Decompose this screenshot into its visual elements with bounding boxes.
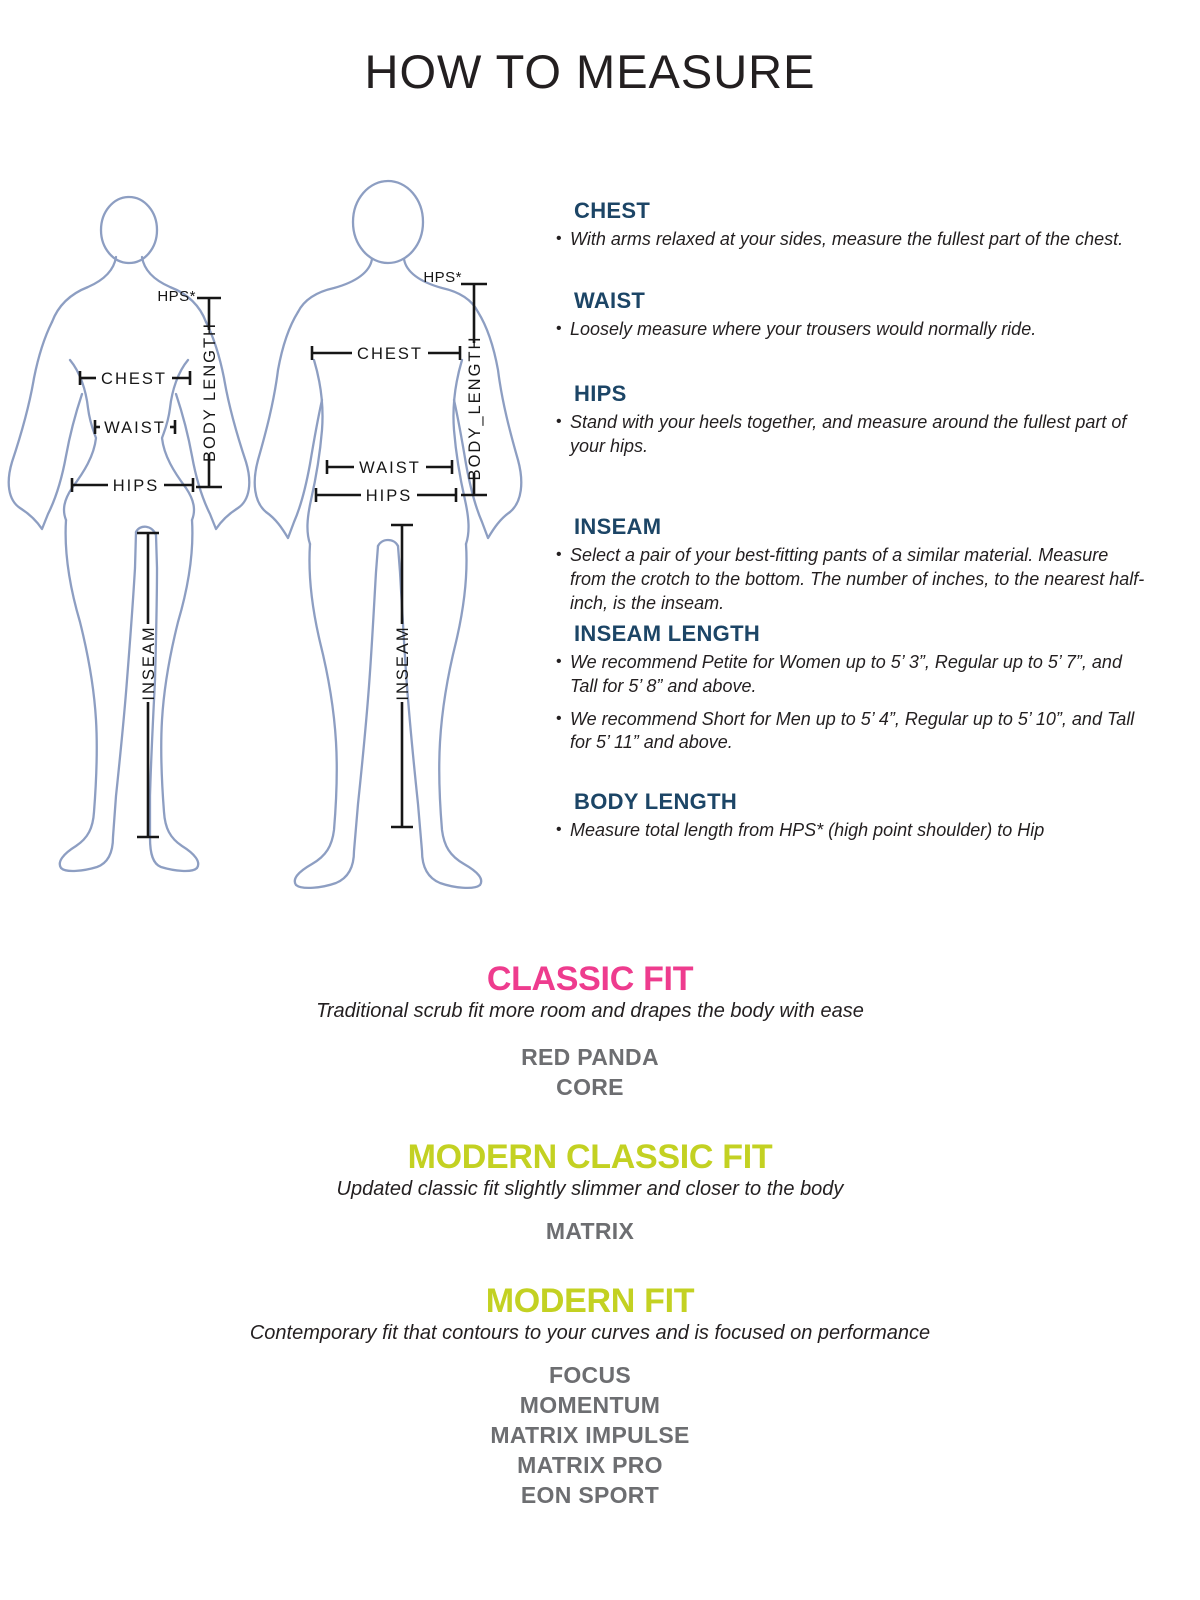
female-bodylength-label: BODY LENGTH — [201, 322, 219, 462]
definition-heading: BODY LENGTH — [574, 789, 738, 814]
brand-name: MOMENTUM — [519, 1392, 661, 1418]
definition-bullet: • Loosely measure where your trousers would normally ride. — [554, 318, 1149, 342]
female-hips-label: HIPS — [112, 477, 160, 495]
fit-section-classic — [0, 960, 1180, 1102]
definition-heading: CHEST — [574, 198, 651, 223]
male-crotch-line — [378, 540, 398, 546]
definition-inseam-length — [554, 621, 1174, 755]
female-chest-label: CHEST — [101, 370, 167, 388]
female-measurements — [72, 288, 222, 837]
definition-bullet: • We recommend Short for Men up to 5’ 4”, Regular up to 5’ 10”, and Tall for 5’ 11” and above. — [554, 708, 1149, 756]
definition-heading: INSEAM — [574, 514, 662, 539]
fit-brand-list — [0, 1042, 1180, 1102]
male-measurements — [312, 269, 487, 827]
definition-body-length — [554, 789, 1174, 843]
fit-title: MODERN FIT — [485, 1282, 695, 1320]
female-inseam-label: INSEAM — [140, 625, 158, 701]
definition-bullet: • Measure total length from HPS* (high point shoulder) to Hip — [554, 819, 1149, 843]
fit-title: MODERN CLASSIC FIT — [407, 1138, 773, 1176]
brand-name: MATRIX — [545, 1218, 635, 1244]
measurement-diagram — [0, 160, 560, 900]
male-hips-label: HIPS — [365, 487, 413, 505]
male-right-arm — [454, 312, 521, 538]
male-bodylength-label: BODY_LENGTH — [466, 335, 484, 481]
male-left-arm — [255, 312, 322, 538]
male-inseam-label: INSEAM — [394, 625, 412, 701]
brand-name: CORE — [556, 1074, 624, 1100]
definition-waist — [554, 288, 1174, 342]
male-head — [353, 181, 423, 263]
fit-description: Contemporary fit that contours to your curves and is focused on performance — [249, 1322, 931, 1344]
female-head — [101, 197, 157, 263]
fit-brand-list — [0, 1360, 1180, 1510]
definition-hips — [554, 381, 1174, 459]
fit-brand-list — [0, 1216, 1180, 1246]
fit-description: Updated classic fit slightly slimmer and closer to the body — [336, 1178, 844, 1200]
male-torso — [307, 360, 468, 544]
page-title: HOW TO MEASURE — [364, 45, 816, 98]
male-waist-label: WAIST — [359, 459, 421, 477]
fit-section-modern-classic — [0, 1138, 1180, 1246]
female-hps-label: HPS* — [157, 288, 196, 305]
definition-heading: WAIST — [574, 288, 646, 313]
definition-heading: HIPS — [574, 381, 627, 406]
definition-bullet: • With arms relaxed at your sides, measure the fullest part of the chest. — [554, 228, 1149, 252]
female-left-arm — [9, 322, 82, 529]
female-left-leg — [60, 520, 136, 871]
fit-description: Traditional scrub fit more room and drapes the body with ease — [316, 1000, 864, 1022]
male-figure-outline — [255, 181, 522, 888]
male-left-leg — [295, 544, 378, 888]
definition-bullet: • We recommend Petite for Women up to 5’ 3”, Regular up to 5’ 7”, and Tall for 5’ 8” and above. — [554, 651, 1149, 699]
definition-heading: INSEAM LENGTH — [574, 621, 761, 646]
brand-name: MATRIX PRO — [517, 1452, 663, 1478]
female-waist-label: WAIST — [104, 419, 166, 437]
male-hps-label: HPS* — [423, 269, 462, 286]
brand-name: MATRIX IMPULSE — [490, 1422, 690, 1448]
fit-title: CLASSIC FIT — [486, 960, 694, 998]
definition-bullet: • Stand with your heels together, and measure around the fullest part of your hips. — [554, 411, 1149, 459]
definition-inseam — [554, 514, 1174, 615]
brand-name: FOCUS — [549, 1362, 631, 1388]
fit-section-modern — [0, 1282, 1180, 1510]
definition-bullet: • Select a pair of your best-fitting pants of a similar material. Measure from the crotch to the bottom. The number of inches, to the nearest half-inch, is the inseam. — [554, 544, 1149, 615]
brand-name: EON SPORT — [520, 1482, 660, 1508]
male-chest-label: CHEST — [357, 345, 423, 363]
definition-chest — [554, 198, 1174, 252]
male-right-leg — [398, 544, 481, 888]
brand-name: RED PANDA — [521, 1044, 659, 1070]
